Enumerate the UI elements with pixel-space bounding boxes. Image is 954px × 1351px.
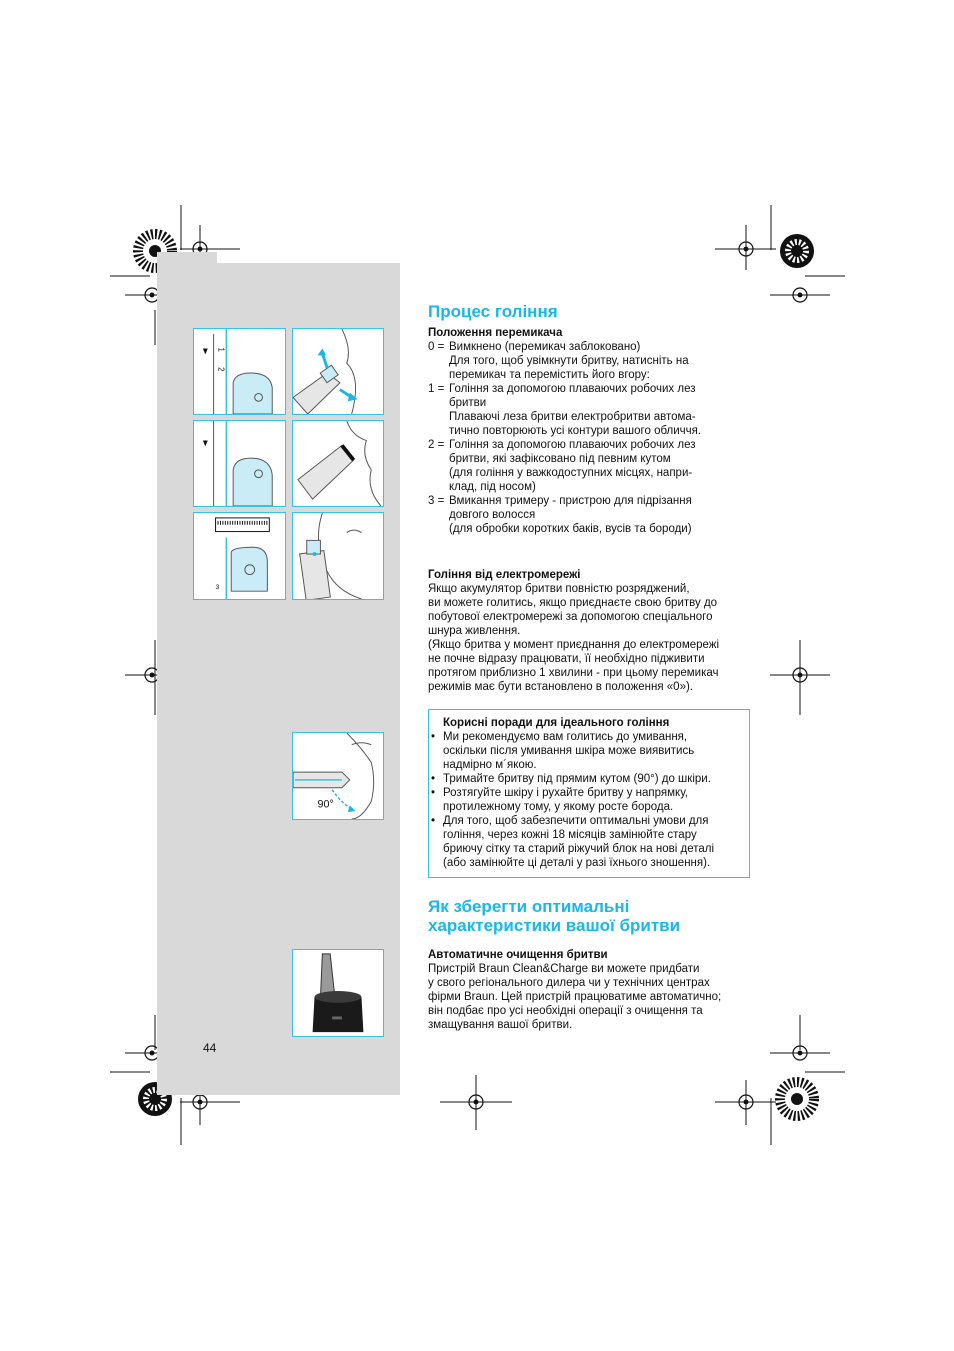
clean-paragraph bbox=[428, 962, 721, 1032]
bullet: • bbox=[431, 773, 436, 785]
switch-key: 1 = bbox=[428, 383, 445, 395]
switch-line: Гоління за допомогою плаваючих робочих лез bbox=[449, 383, 696, 395]
title-line: Як зберегти оптимальні bbox=[428, 897, 630, 916]
tip-line: Тримайте бритву під прямим кутом (90°) до шкіри. bbox=[443, 773, 711, 785]
tips-box bbox=[428, 709, 750, 878]
page-number: 44 bbox=[203, 1041, 217, 1055]
section-title-shaving: Процес гоління bbox=[428, 302, 558, 321]
switch-positions-list bbox=[428, 340, 758, 536]
tip-line: надмірно м´якою. bbox=[443, 759, 537, 771]
tip-line: оскільки після умивання шкіра може виявитись bbox=[443, 745, 695, 757]
switch-line: тично повторюють усі контури вашого обличчя. bbox=[449, 425, 702, 437]
tip-line: Ми рекомендуємо вам голитись до умивання, bbox=[443, 731, 688, 743]
tips-list bbox=[429, 730, 747, 870]
switch-positions-heading: Положення перемикача bbox=[428, 327, 563, 339]
switch-line: бритви bbox=[449, 397, 487, 409]
switch-line: Вмикання тримеру - пристрою для підрізання bbox=[449, 495, 692, 507]
mains-line: Якщо акумулятор бритви повністю розряджений, bbox=[428, 583, 690, 595]
switch-line: Гоління за допомогою плаваючих робочих лез bbox=[449, 439, 696, 451]
figure-switch-position-3 bbox=[193, 512, 286, 600]
switch-line: перемикач та перемістить його вгору: bbox=[449, 369, 650, 381]
bullet: • bbox=[431, 731, 436, 743]
switch-item-2 bbox=[428, 438, 758, 494]
figure-shaving-chin bbox=[292, 328, 384, 415]
mains-line: шнура живлення. bbox=[428, 625, 521, 637]
tip-line: Для того, щоб забезпечити оптимальні умови для bbox=[443, 815, 709, 827]
clean-line: змащування вашої бритви. bbox=[428, 1019, 573, 1031]
mains-line: побутової електромережі за допомогою спеціального bbox=[428, 611, 713, 623]
clean-line: фірми Braun. Цей пристрій працюватиме автоматично; bbox=[428, 991, 722, 1003]
switch-line: (для гоління у важкодоступних місцях, напри- bbox=[449, 467, 693, 479]
switch-label-1: 1 bbox=[216, 347, 226, 352]
mains-line: протягом приблизно 1 хвилини - при цьому перемикач bbox=[428, 667, 719, 679]
mains-paragraph bbox=[428, 582, 719, 694]
figure-clean-charge-station bbox=[292, 949, 384, 1037]
switch-item-0 bbox=[428, 340, 758, 382]
tip-item bbox=[429, 730, 747, 772]
switch-line: Вимкнено (перемикач заблоковано) bbox=[449, 341, 641, 353]
clean-line: у свого регіонального дилера чи у технічних центрах bbox=[428, 977, 710, 989]
switch-line: довгого волосся bbox=[449, 509, 536, 521]
switch-label-3: 3 bbox=[215, 584, 220, 592]
bullet: • bbox=[431, 815, 436, 827]
switch-line: Для того, щоб увімкнути бритву, натисніть на bbox=[449, 355, 689, 367]
switch-item-1 bbox=[428, 382, 758, 438]
tip-line: протилежному тому, у якому росте борода. bbox=[443, 801, 674, 813]
switch-line: бритви, які зафіксовано під певним кутом bbox=[449, 453, 671, 465]
section-title-care bbox=[428, 897, 680, 935]
tip-item bbox=[429, 772, 747, 786]
tip-item bbox=[429, 814, 747, 870]
mains-line: (Якщо бритва у момент приєднання до електромережі bbox=[428, 639, 720, 651]
tip-line: бриючу сітку та старий ріжучий блок на нові деталі bbox=[443, 843, 715, 855]
tips-heading: Корисні поради для ідеального гоління bbox=[443, 717, 670, 729]
switch-line: Плаваючі леза бритви електробритви автома- bbox=[449, 411, 696, 423]
tip-line: (або замінюйте ці деталі у разі їхнього зношення). bbox=[443, 857, 711, 869]
figure-trimming-sideburns bbox=[292, 512, 384, 600]
bullet: • bbox=[431, 787, 436, 799]
switch-item-3 bbox=[428, 494, 758, 536]
switch-line: (для обробки коротких баків, вусів та бороди) bbox=[449, 523, 692, 535]
clean-line: він подбає про усі необхідні операції з очищення та bbox=[428, 1005, 703, 1017]
tip-item bbox=[429, 786, 747, 814]
mains-heading: Гоління від електромережі bbox=[428, 569, 581, 581]
mains-line: режимів має бути встановлено в положення «0»). bbox=[428, 681, 693, 693]
figure-angle-90 bbox=[292, 732, 384, 820]
switch-line: клад, під носом) bbox=[449, 481, 536, 493]
switch-key: 2 = bbox=[428, 439, 445, 451]
switch-key: 0 = bbox=[428, 341, 445, 353]
mains-line: не почне відразу працювати, її необхідно підживити bbox=[428, 653, 705, 665]
switch-label-2: 2 bbox=[216, 367, 226, 372]
angle-label: 90° bbox=[317, 798, 334, 811]
tip-line: Розтягуйте шкіру і рухайте бритву у напрямку, bbox=[443, 787, 689, 799]
title-line: характеристики вашої бритви bbox=[428, 916, 681, 935]
figure-switch-position-0 bbox=[193, 328, 286, 415]
switch-key: 3 = bbox=[428, 495, 445, 507]
tip-line: гоління, через кожні 18 місяців замінюйте стару bbox=[443, 829, 697, 841]
figure-shaving-under-nose bbox=[292, 420, 384, 507]
figure-switch-position-1 bbox=[193, 420, 286, 507]
clean-heading: Автоматичне очищення бритви bbox=[428, 949, 608, 961]
clean-line: Пристрій Braun Clean&Charge ви можете придбати bbox=[428, 963, 700, 975]
mains-line: ви можете голитись, якщо приєднаєте свою бритву до bbox=[428, 597, 718, 609]
